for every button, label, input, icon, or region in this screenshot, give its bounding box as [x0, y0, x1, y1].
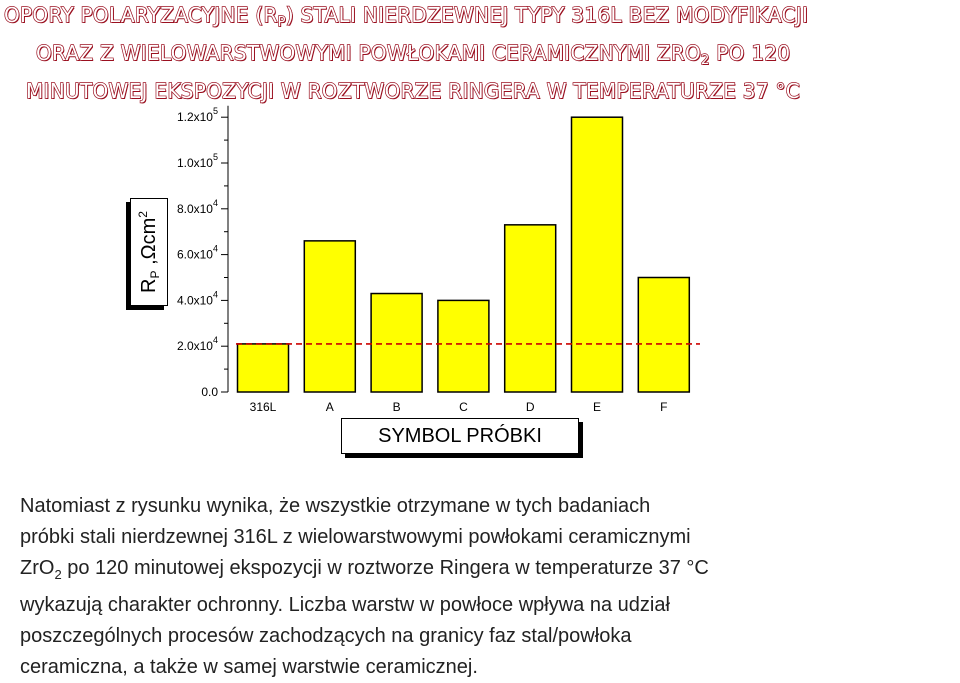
x-tick-label-F: F [660, 400, 668, 414]
bar-D [505, 225, 556, 392]
body-line-4: wykazują charakter ochronny. Liczba warstw w powłoce wpływa na udział [20, 594, 670, 616]
body-line-3 [20, 553, 950, 590]
x-tick-label-C: C [459, 400, 468, 414]
y-axis-label-box [130, 198, 168, 306]
title-line-2-end: PO 120 [709, 41, 791, 65]
body-line-3-start: ZrO [20, 557, 55, 579]
y-tick-label: $1.0x10^5$ [176, 152, 218, 170]
body-line-6: ceramiczna, a także w samej warstwie ceramicznej. [20, 656, 478, 678]
x-tick-label-B: B [392, 400, 401, 414]
x-tick-label-E: E [592, 400, 602, 414]
bar-F [638, 278, 689, 393]
x-axis-label-box [341, 418, 579, 454]
body-line-3-end: po 120 minutowej ekspozycji w roztworze Ringera w temperaturze 37 °C [61, 557, 709, 579]
bar-316L [238, 344, 289, 392]
y-axis-label-unit: ,Ωcm [138, 217, 160, 271]
body-line-1: Natomiast z rysunku wynika, że wszystkie otrzymane w tych badaniach [20, 495, 651, 517]
y-axis-label-superscript: 2 [136, 211, 150, 218]
bar-B [371, 294, 422, 392]
bar-C [438, 300, 489, 392]
y-tick-label: 0.0 [201, 385, 218, 399]
y-axis-label-main: R [138, 278, 160, 293]
title-line-1-subscript: P [277, 15, 286, 30]
title-line-1-text: OPORY POLARYZACYJNE (R [4, 3, 278, 27]
title-line-3-text: MINUTOWEJ EKSPOZYCJI W ROZTWORZE RINGERA W TEMPERATURZE 37 °C [26, 79, 801, 103]
bar-A [304, 241, 355, 392]
y-tick-label: $6.0x10^4$ [176, 243, 218, 262]
title-line-2-text: ORAZ Z WIELOWARSTWOWYMI POWŁOKAMI CERAMICZNYMI ZRO [36, 41, 702, 65]
body-line-3-subscript: 2 [54, 567, 62, 582]
x-axis-label: SYMBOL PRÓBKI [378, 425, 542, 447]
y-tick-label: $8.0x10^4$ [176, 197, 218, 216]
y-tick-label: $1.2x10^5$ [176, 106, 218, 125]
y-axis-label [136, 211, 162, 293]
body-line-5: poszczególnych procesów zachodzących na granicy faz stal/powłoka [20, 625, 632, 647]
title-line-2-subscript: 2 [701, 53, 710, 68]
body-line-2: próbki stali nierdzewnej 316L z wielowarstwowymi powłokami ceramicznymi [20, 526, 691, 548]
y-axis-label-subscript: P [148, 270, 162, 279]
x-tick-label-316L: 316L [249, 400, 277, 414]
bar-E [572, 117, 623, 392]
x-tick-label-A: A [325, 400, 334, 414]
y-tick-label: $2.0x10^4$ [176, 335, 218, 354]
x-tick-label-D: D [525, 400, 535, 414]
y-tick-label: $4.0x10^4$ [176, 289, 218, 308]
title-line-1-end: ) STALI NIERDZEWNEJ TYPY 316L BEZ MODYFIKACJI [285, 3, 809, 27]
body-text [20, 491, 950, 683]
